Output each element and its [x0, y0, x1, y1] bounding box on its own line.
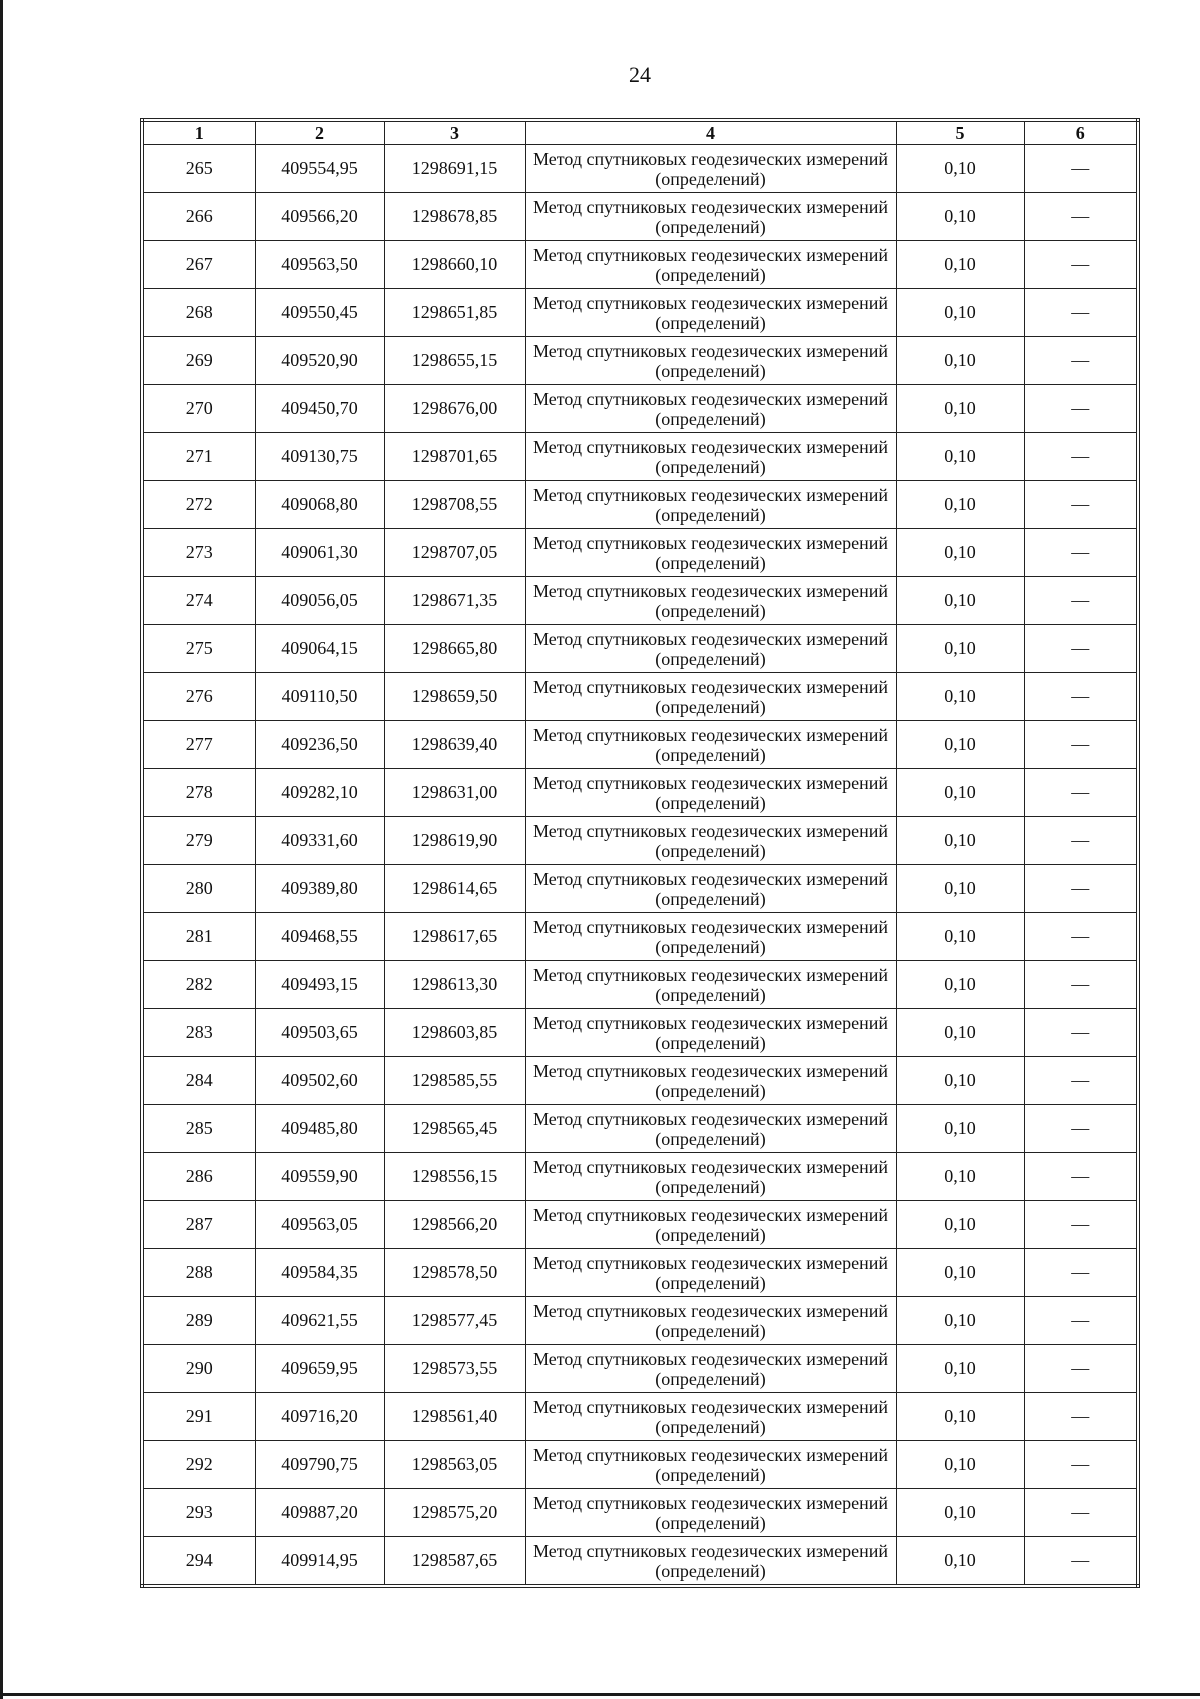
table-row: [142, 433, 1138, 481]
note-cell: —: [1024, 913, 1138, 961]
accuracy-cell: 0,10: [896, 769, 1024, 817]
note-cell: —: [1024, 1489, 1138, 1537]
table-row: [142, 1057, 1138, 1105]
table-row: [142, 193, 1138, 241]
y-coordinate-cell: 1298691,15: [384, 145, 525, 193]
x-coordinate-cell: 409450,70: [255, 385, 384, 433]
table-row: [142, 1297, 1138, 1345]
point-number-cell: 286: [142, 1153, 255, 1201]
header-cell: 6: [1024, 120, 1138, 145]
note-cell: —: [1024, 1153, 1138, 1201]
point-number-cell: 270: [142, 385, 255, 433]
point-number-cell: 285: [142, 1105, 255, 1153]
method-cell: Метод спутниковых геодезических измерений (определений): [525, 1057, 896, 1105]
x-coordinate-cell: 409520,90: [255, 337, 384, 385]
method-cell: Метод спутниковых геодезических измерений (определений): [525, 865, 896, 913]
point-number-cell: 274: [142, 577, 255, 625]
table-row: [142, 673, 1138, 721]
x-coordinate-cell: 409550,45: [255, 289, 384, 337]
method-cell: Метод спутниковых геодезических измерений (определений): [525, 433, 896, 481]
y-coordinate-cell: 1298619,90: [384, 817, 525, 865]
point-number-cell: 281: [142, 913, 255, 961]
note-cell: —: [1024, 1105, 1138, 1153]
method-cell: Метод спутниковых геодезических измерений (определений): [525, 1297, 896, 1345]
note-cell: —: [1024, 1009, 1138, 1057]
accuracy-cell: 0,10: [896, 1201, 1024, 1249]
x-coordinate-cell: 409130,75: [255, 433, 384, 481]
x-coordinate-cell: 409503,65: [255, 1009, 384, 1057]
y-coordinate-cell: 1298603,85: [384, 1009, 525, 1057]
x-coordinate-cell: 409485,80: [255, 1105, 384, 1153]
point-number-cell: 288: [142, 1249, 255, 1297]
method-cell: Метод спутниковых геодезических измерений (определений): [525, 529, 896, 577]
accuracy-cell: 0,10: [896, 1489, 1024, 1537]
note-cell: —: [1024, 721, 1138, 769]
table-row: [142, 145, 1138, 193]
accuracy-cell: 0,10: [896, 913, 1024, 961]
accuracy-cell: 0,10: [896, 481, 1024, 529]
method-cell: Метод спутниковых геодезических измерений (определений): [525, 241, 896, 289]
method-cell: Метод спутниковых геодезических измерений (определений): [525, 1201, 896, 1249]
y-coordinate-cell: 1298659,50: [384, 673, 525, 721]
coordinates-table: [140, 118, 1140, 1588]
note-cell: —: [1024, 1441, 1138, 1489]
note-cell: —: [1024, 1345, 1138, 1393]
scan-left-edge: [0, 0, 3, 1699]
accuracy-cell: 0,10: [896, 1105, 1024, 1153]
x-coordinate-cell: 409554,95: [255, 145, 384, 193]
accuracy-cell: 0,10: [896, 865, 1024, 913]
x-coordinate-cell: 409110,50: [255, 673, 384, 721]
note-cell: —: [1024, 1249, 1138, 1297]
y-coordinate-cell: 1298614,65: [384, 865, 525, 913]
point-number-cell: 266: [142, 193, 255, 241]
point-number-cell: 280: [142, 865, 255, 913]
y-coordinate-cell: 1298676,00: [384, 385, 525, 433]
method-cell: Метод спутниковых геодезических измерений (определений): [525, 817, 896, 865]
table-row: [142, 769, 1138, 817]
method-cell: Метод спутниковых геодезических измерений (определений): [525, 913, 896, 961]
table-row: [142, 1537, 1138, 1587]
x-coordinate-cell: 409068,80: [255, 481, 384, 529]
accuracy-cell: 0,10: [896, 1537, 1024, 1587]
header-cell: 5: [896, 120, 1024, 145]
x-coordinate-cell: 409621,55: [255, 1297, 384, 1345]
y-coordinate-cell: 1298565,45: [384, 1105, 525, 1153]
accuracy-cell: 0,10: [896, 289, 1024, 337]
table-row: [142, 289, 1138, 337]
accuracy-cell: 0,10: [896, 1297, 1024, 1345]
method-cell: Метод спутниковых геодезических измерений (определений): [525, 337, 896, 385]
x-coordinate-cell: 409887,20: [255, 1489, 384, 1537]
accuracy-cell: 0,10: [896, 1057, 1024, 1105]
header-row: [142, 120, 1138, 145]
point-number-cell: 276: [142, 673, 255, 721]
accuracy-cell: 0,10: [896, 241, 1024, 289]
table-row: [142, 1009, 1138, 1057]
x-coordinate-cell: 409502,60: [255, 1057, 384, 1105]
point-number-cell: 287: [142, 1201, 255, 1249]
table-row: [142, 625, 1138, 673]
table-row: [142, 865, 1138, 913]
method-cell: Метод спутниковых геодезических измерений (определений): [525, 193, 896, 241]
y-coordinate-cell: 1298660,10: [384, 241, 525, 289]
y-coordinate-cell: 1298708,55: [384, 481, 525, 529]
method-cell: Метод спутниковых геодезических измерений (определений): [525, 289, 896, 337]
point-number-cell: 268: [142, 289, 255, 337]
note-cell: —: [1024, 1393, 1138, 1441]
x-coordinate-cell: 409493,15: [255, 961, 384, 1009]
note-cell: —: [1024, 385, 1138, 433]
x-coordinate-cell: 409566,20: [255, 193, 384, 241]
method-cell: Метод спутниковых геодезических измерений (определений): [525, 1489, 896, 1537]
table-row: [142, 577, 1138, 625]
method-cell: Метод спутниковых геодезических измерений (определений): [525, 673, 896, 721]
method-cell: Метод спутниковых геодезических измерений (определений): [525, 769, 896, 817]
note-cell: —: [1024, 961, 1138, 1009]
accuracy-cell: 0,10: [896, 1345, 1024, 1393]
accuracy-cell: 0,10: [896, 529, 1024, 577]
header-cell: 3: [384, 120, 525, 145]
table-row: [142, 337, 1138, 385]
note-cell: —: [1024, 1297, 1138, 1345]
note-cell: —: [1024, 817, 1138, 865]
point-number-cell: 289: [142, 1297, 255, 1345]
point-number-cell: 265: [142, 145, 255, 193]
point-number-cell: 269: [142, 337, 255, 385]
note-cell: —: [1024, 481, 1138, 529]
y-coordinate-cell: 1298561,40: [384, 1393, 525, 1441]
table-row: [142, 1393, 1138, 1441]
accuracy-cell: 0,10: [896, 1009, 1024, 1057]
x-coordinate-cell: 409659,95: [255, 1345, 384, 1393]
y-coordinate-cell: 1298575,20: [384, 1489, 525, 1537]
accuracy-cell: 0,10: [896, 433, 1024, 481]
header-cell: 1: [142, 120, 255, 145]
table-row: [142, 913, 1138, 961]
method-cell: Метод спутниковых геодезических измерений (определений): [525, 385, 896, 433]
y-coordinate-cell: 1298556,15: [384, 1153, 525, 1201]
y-coordinate-cell: 1298701,65: [384, 433, 525, 481]
method-cell: Метод спутниковых геодезических измерений (определений): [525, 961, 896, 1009]
point-number-cell: 293: [142, 1489, 255, 1537]
point-number-cell: 277: [142, 721, 255, 769]
point-number-cell: 290: [142, 1345, 255, 1393]
y-coordinate-cell: 1298655,15: [384, 337, 525, 385]
x-coordinate-cell: 409584,35: [255, 1249, 384, 1297]
table-row: [142, 241, 1138, 289]
accuracy-cell: 0,10: [896, 193, 1024, 241]
y-coordinate-cell: 1298577,45: [384, 1297, 525, 1345]
point-number-cell: 284: [142, 1057, 255, 1105]
method-cell: Метод спутниковых геодезических измерений (определений): [525, 1105, 896, 1153]
y-coordinate-cell: 1298707,05: [384, 529, 525, 577]
x-coordinate-cell: 409468,55: [255, 913, 384, 961]
note-cell: —: [1024, 337, 1138, 385]
method-cell: Метод спутниковых геодезических измерений (определений): [525, 721, 896, 769]
x-coordinate-cell: 409914,95: [255, 1537, 384, 1587]
table-row: [142, 721, 1138, 769]
note-cell: —: [1024, 865, 1138, 913]
accuracy-cell: 0,10: [896, 817, 1024, 865]
x-coordinate-cell: 409559,90: [255, 1153, 384, 1201]
x-coordinate-cell: 409331,60: [255, 817, 384, 865]
accuracy-cell: 0,10: [896, 1153, 1024, 1201]
method-cell: Метод спутниковых геодезических измерений (определений): [525, 1345, 896, 1393]
point-number-cell: 291: [142, 1393, 255, 1441]
method-cell: Метод спутниковых геодезических измерений (определений): [525, 1393, 896, 1441]
page-number: 24: [629, 62, 651, 87]
method-cell: Метод спутниковых геодезических измерений (определений): [525, 1153, 896, 1201]
note-cell: —: [1024, 625, 1138, 673]
table-row: [142, 1153, 1138, 1201]
point-number-cell: 282: [142, 961, 255, 1009]
table-row: [142, 1441, 1138, 1489]
method-cell: Метод спутниковых геодезических измерений (определений): [525, 1537, 896, 1587]
x-coordinate-cell: 409282,10: [255, 769, 384, 817]
note-cell: —: [1024, 289, 1138, 337]
header-cell: 2: [255, 120, 384, 145]
accuracy-cell: 0,10: [896, 1393, 1024, 1441]
accuracy-cell: 0,10: [896, 385, 1024, 433]
table-row: [142, 1249, 1138, 1297]
table-row: [142, 529, 1138, 577]
table-row: [142, 817, 1138, 865]
x-coordinate-cell: 409790,75: [255, 1441, 384, 1489]
x-coordinate-cell: 409389,80: [255, 865, 384, 913]
table-row: [142, 1489, 1138, 1537]
accuracy-cell: 0,10: [896, 1441, 1024, 1489]
y-coordinate-cell: 1298585,55: [384, 1057, 525, 1105]
accuracy-cell: 0,10: [896, 961, 1024, 1009]
note-cell: —: [1024, 193, 1138, 241]
method-cell: Метод спутниковых геодезических измерений (определений): [525, 481, 896, 529]
table-row: [142, 1105, 1138, 1153]
note-cell: —: [1024, 241, 1138, 289]
table-row: [142, 961, 1138, 1009]
scan-bottom-edge: [0, 1693, 1200, 1696]
point-number-cell: 272: [142, 481, 255, 529]
x-coordinate-cell: 409716,20: [255, 1393, 384, 1441]
y-coordinate-cell: 1298566,20: [384, 1201, 525, 1249]
accuracy-cell: 0,10: [896, 721, 1024, 769]
table-row: [142, 385, 1138, 433]
accuracy-cell: 0,10: [896, 577, 1024, 625]
note-cell: —: [1024, 1057, 1138, 1105]
point-number-cell: 271: [142, 433, 255, 481]
y-coordinate-cell: 1298639,40: [384, 721, 525, 769]
y-coordinate-cell: 1298665,80: [384, 625, 525, 673]
x-coordinate-cell: 409064,15: [255, 625, 384, 673]
point-number-cell: 283: [142, 1009, 255, 1057]
header-cell: 4: [525, 120, 896, 145]
method-cell: Метод спутниковых геодезических измерений (определений): [525, 1441, 896, 1489]
y-coordinate-cell: 1298617,65: [384, 913, 525, 961]
x-coordinate-cell: 409563,05: [255, 1201, 384, 1249]
accuracy-cell: 0,10: [896, 145, 1024, 193]
note-cell: —: [1024, 529, 1138, 577]
method-cell: Метод спутниковых геодезических измерений (определений): [525, 145, 896, 193]
x-coordinate-cell: 409563,50: [255, 241, 384, 289]
accuracy-cell: 0,10: [896, 1249, 1024, 1297]
accuracy-cell: 0,10: [896, 673, 1024, 721]
point-number-cell: 278: [142, 769, 255, 817]
note-cell: —: [1024, 769, 1138, 817]
y-coordinate-cell: 1298613,30: [384, 961, 525, 1009]
y-coordinate-cell: 1298678,85: [384, 193, 525, 241]
y-coordinate-cell: 1298671,35: [384, 577, 525, 625]
note-cell: —: [1024, 673, 1138, 721]
note-cell: —: [1024, 1201, 1138, 1249]
point-number-cell: 273: [142, 529, 255, 577]
point-number-cell: 292: [142, 1441, 255, 1489]
point-number-cell: 279: [142, 817, 255, 865]
point-number-cell: 275: [142, 625, 255, 673]
table-body: [142, 120, 1138, 1586]
table-row: [142, 481, 1138, 529]
note-cell: —: [1024, 577, 1138, 625]
x-coordinate-cell: 409236,50: [255, 721, 384, 769]
accuracy-cell: 0,10: [896, 625, 1024, 673]
method-cell: Метод спутниковых геодезических измерений (определений): [525, 577, 896, 625]
x-coordinate-cell: 409061,30: [255, 529, 384, 577]
point-number-cell: 267: [142, 241, 255, 289]
y-coordinate-cell: 1298631,00: [384, 769, 525, 817]
y-coordinate-cell: 1298573,55: [384, 1345, 525, 1393]
y-coordinate-cell: 1298563,05: [384, 1441, 525, 1489]
note-cell: —: [1024, 145, 1138, 193]
note-cell: —: [1024, 1537, 1138, 1587]
y-coordinate-cell: 1298651,85: [384, 289, 525, 337]
table-row: [142, 1201, 1138, 1249]
table-row: [142, 1345, 1138, 1393]
method-cell: Метод спутниковых геодезических измерений (определений): [525, 1249, 896, 1297]
note-cell: —: [1024, 433, 1138, 481]
accuracy-cell: 0,10: [896, 337, 1024, 385]
method-cell: Метод спутниковых геодезических измерений (определений): [525, 1009, 896, 1057]
x-coordinate-cell: 409056,05: [255, 577, 384, 625]
y-coordinate-cell: 1298587,65: [384, 1537, 525, 1587]
method-cell: Метод спутниковых геодезических измерений (определений): [525, 625, 896, 673]
y-coordinate-cell: 1298578,50: [384, 1249, 525, 1297]
point-number-cell: 294: [142, 1537, 255, 1587]
